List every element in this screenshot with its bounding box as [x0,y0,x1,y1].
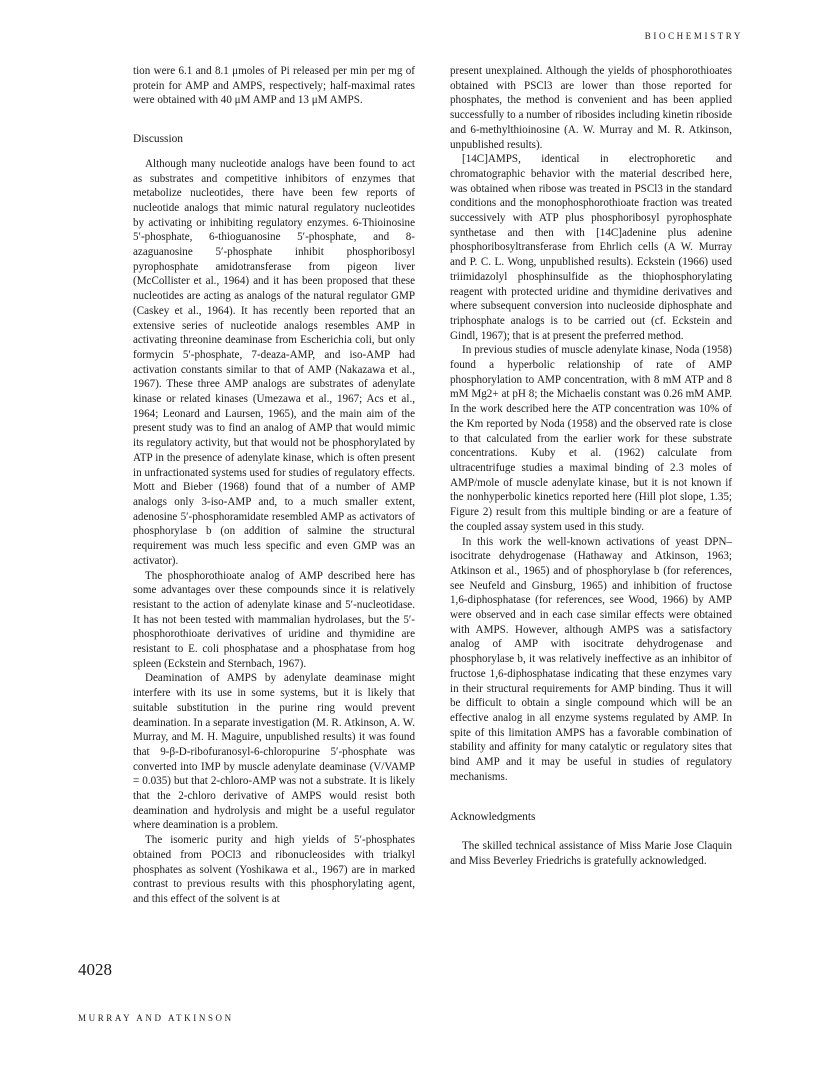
right-column [450,64,732,869]
journal-header: BIOCHEMISTRY [644,31,743,41]
running-footer-authors: MURRAY AND ATKINSON [78,1013,234,1023]
body-paragraph: The skilled technical assistance of Miss Marie Jose Claquin and Miss Beverley Friedrichs is gratefully acknowledged. [450,840,732,867]
section-heading: Acknowledgments [450,811,536,824]
body-paragraph: The phosphorothioate analog of AMP described here has some advantages over these compounds since it is relatively resistant to the action of adenylate kinase and 5′-nucleotidase. It has not been tested with mammalian hydrolases, but the 5′-phosphorothioate derivatives of uridine and thymidine are resistant to E. coli phosphatase and a phosphatase from hog spleen (Eckstein and Sternbach, 1967). [133,569,415,670]
body-paragraph: In previous studies of muscle adenylate kinase, Noda (1958) found a hyperbolic relationship of rate of AMP phosphorylation to AMP concentration, with 8 mM ATP and 8 mM Mg2+ at pH 8; the Michaelis constant was 0.26 mM AMP. In the work described here the ATP concentration was 10% of the Km reported by Noda (1958) and the observed rate is close to that calculated from the earlier work for these substrate concentrations. Kuby et al. (1962) calculate from ultracentrifuge studies a maximal binding of 2.3 moles of AMP/mole of muscle adenylate kinase, but it is not known if the nonhyperbolic kinetics reported here (Hill plot slope, 1.35; Figure 2) result from this multiple binding or are a feature of the coupled assay system used in this study. [450,344,732,533]
body-paragraph: [14C]AMPS, identical in electrophoretic and chromatographic behavior with the material described here, was obtained when ribose was treated in PSCl3 in the standard conditions and the monophosphorothioate fraction was treated successively with ATP plus phosphoribosyl pyrophosphate synthetase and then with [14C]adenine plus adenine phosphoribosyltransferase from Ehrlich cells (A W. Murray and P. C. L. Wong, unpublished results). Eckstein (1966) used triimidazolyl phosphinsulfide as the thiophosphorylating reagent with protected uridine and thymidine derivatives and where subsequent conversion into nucleoside diphosphate and triphosphate analogs is to be carried out (cf. Eckstein and Gindl, 1967); that is at present the preferred method. [450,153,732,342]
section-heading: Discussion [133,133,183,146]
body-paragraph: present unexplained. Although the yields of phosphorothioates obtained with PSCl3 are lower than those reported for phosphates, the method is convenient and has been applied successfully to a number of ribosides including kinetin riboside and 6-methylthioinosine (A. W. Murray and M. R. Atkinson, unpublished results). [450,65,732,151]
body-paragraph: tion were 6.1 and 8.1 μmoles of Pi released per min per mg of protein for AMP and AMPS, respectively; half-maximal rates were obtained with 40 μM AMP and 13 μM AMPS. [133,65,415,107]
body-paragraph: In this work the well-known activations of yeast DPN–isocitrate dehydrogenase (Hathaway and Atkinson, 1963; Atkinson et al., 1965) and of phosphorylase b (for references, see Neufeld and Ginsburg, 1965) and inhibition of fructose 1,6-diphosphatase (for references, see Wood, 1966) by AMP were observed and in each case similar effects were obtained with AMPS. However, although AMPS was a satisfactory analog of AMP with isocitrate dehydrogenase and phosphorylase b, it was relatively ineffective as an inhibitor of fructose 1,6-diphosphatase indicating that these enzymes vary in their structural requirements for AMP binding. Thus it will be difficult to obtain a single compound which will be an effective analog in all enzyme systems regulated by AMP. In spite of this limitation AMPS has a favorable combination of stability and affinity for many catalytic or regulatory sites that bind AMP and it may be useful in studies of regulatory mechanisms. [450,535,732,783]
body-paragraph: The isomeric purity and high yields of 5′-phosphates obtained from POCl3 and ribonucleosides with trialkyl phosphates as solvent (Yoshikawa et al., 1967) are in marked contrast to previous results with this phosphorylating agent, and this effect of the solvent is at [133,834,415,905]
body-paragraph: Although many nucleotide analogs have been found to act as substrates and competitive inhibitors of enzymes that metabolize nucleotides, there have been few reports of nucleotide analogs that mimic natural regulatory nucleotides by activating or inhibiting regulatory enzymes. 6-Thioinosine 5′-phosphate, 6-thioguanosine 5′-phosphate, and 8-azaguanosine 5′-phosphate inhibit phosphoribosyl pyrophosphate amidotransferase from pigeon liver (McCollister et al., 1964) and it has been proposed that these nucleotides are acting as analogs of the natural regulator GMP (Caskey et al., 1964). It has recently been reported that an extensive series of nucleotide analogs resembles AMP in activating threonine deaminase from Escherichia coli, but only formycin 5′-phosphate, 7-deaza-AMP, and iso-AMP had activation constants similar to that of AMP (Nakazawa et al., 1967). These three AMP analogs are substrates of adenylate kinase or related kinases (Umezawa et al., 1967; Acs et al., 1964; Leonard and Laursen, 1965), and the main aim of the present study was to find an analog of AMP that would mimic its regulatory activity, but that would not be phosphorylated by ATP in the presence of adenylate kinase, which is often present in unfractionated systems used for studies of regulatory effects. Mott and Bieber (1968) found that of a number of AMP analogs only 3-iso-AMP and, to a much smaller extent, adenosine 5′-phosphoramidate resembled AMP as activators of phosphorylase b (on addition of salmine the structural requirement was much less specific and even GMP was an activator). [133,157,415,567]
body-paragraph: Deamination of AMPS by adenylate deaminase might interfere with its use in some systems, but it is likely that suitable substitution in the purine ring would prevent deamination. In a separate investigation (M. R. Atkinson, A. W. Murray, and M. H. Maguire, unpublished results) it was found that 9-β-D-ribofuranosyl-6-chloropurine 5′-phosphate was converted into IMP by muscle adenylate deaminase (V/VAMP = 0.035) but that 2-chloro-AMP was not a substrate. It is likely that the 2-chloro derivative of AMPS would resist both deamination and hydrolysis and might be a useful regulator where deamination is a problem. [133,672,415,832]
left-column [133,64,415,907]
page-number: 4028 [78,960,112,979]
